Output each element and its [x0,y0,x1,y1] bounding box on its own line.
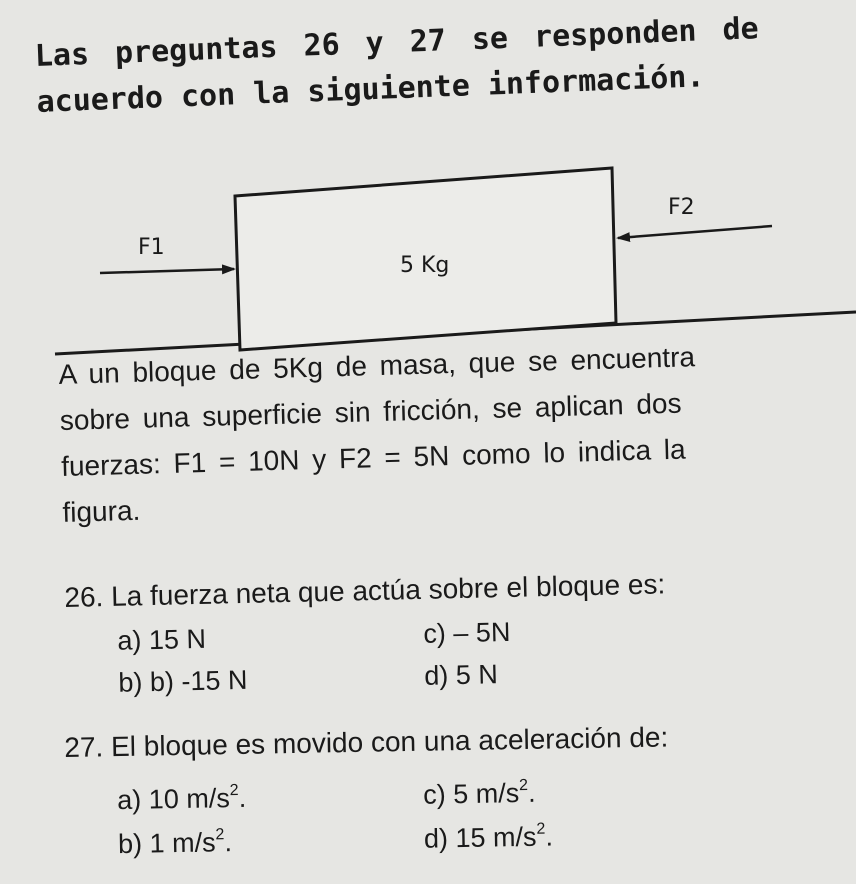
period: . [545,821,554,852]
period: . [238,782,247,813]
question-26 [64,560,847,700]
intro-line-2: acuerdo con la siguiente información. [35,59,706,120]
question-26-options [65,600,847,700]
exponent: 2 [536,820,546,838]
force-arrow-f1 [100,269,234,273]
q27-option-b-text: b) 1 m/s [117,827,216,860]
force-label-f1: F1 [138,235,165,260]
question-26-stem: 26. La fuerza neta que actúa sobre el bloque es: [64,568,666,613]
q27-option-a [117,771,247,820]
force-diagram [0,150,856,360]
problem-paragraph [58,330,853,536]
paragraph-line-2: sobre una superficie sin fricción, se aplican dos [59,387,682,436]
q27-option-c-text: c) 5 m/s [422,778,520,810]
paragraph-line-1: A un bloque de 5Kg de masa, que se encuentra [58,341,696,390]
exponent: 2 [518,776,529,795]
exponent: 2 [215,826,225,844]
period: . [527,777,536,808]
q27-option-b [118,815,233,864]
question-27 [64,714,846,860]
question-27-stem: 27. El bloque es movido con una aceleración de: [64,721,669,763]
q26-option-a: a) 15 N [117,623,207,656]
q26-option-d: d) 5 N [423,659,499,691]
q27-option-d-text: d) 15 m/s [423,821,537,854]
exponent: 2 [229,781,239,800]
question-27-options [65,754,846,860]
intro-line-1: Las preguntas 26 y 27 se responden de [34,11,760,74]
q27-option-a-text: a) 10 m/s [117,783,231,816]
paragraph-line-3: fuerzas: F1 = 10N y F2 = 5N como lo indica la [60,433,686,482]
force-label-f2: F2 [668,195,695,220]
block-mass-label: 5 Kg [400,253,450,278]
force-arrow-f2 [618,226,772,238]
period: . [224,827,233,858]
intro-text [34,3,837,126]
q26-option-c: c) – 5N [423,616,511,649]
q27-option-c [423,766,536,815]
q27-option-d [424,809,554,858]
q26-option-b: b) b) -15 N [118,664,248,698]
paragraph-line-4: figura. [62,494,141,528]
